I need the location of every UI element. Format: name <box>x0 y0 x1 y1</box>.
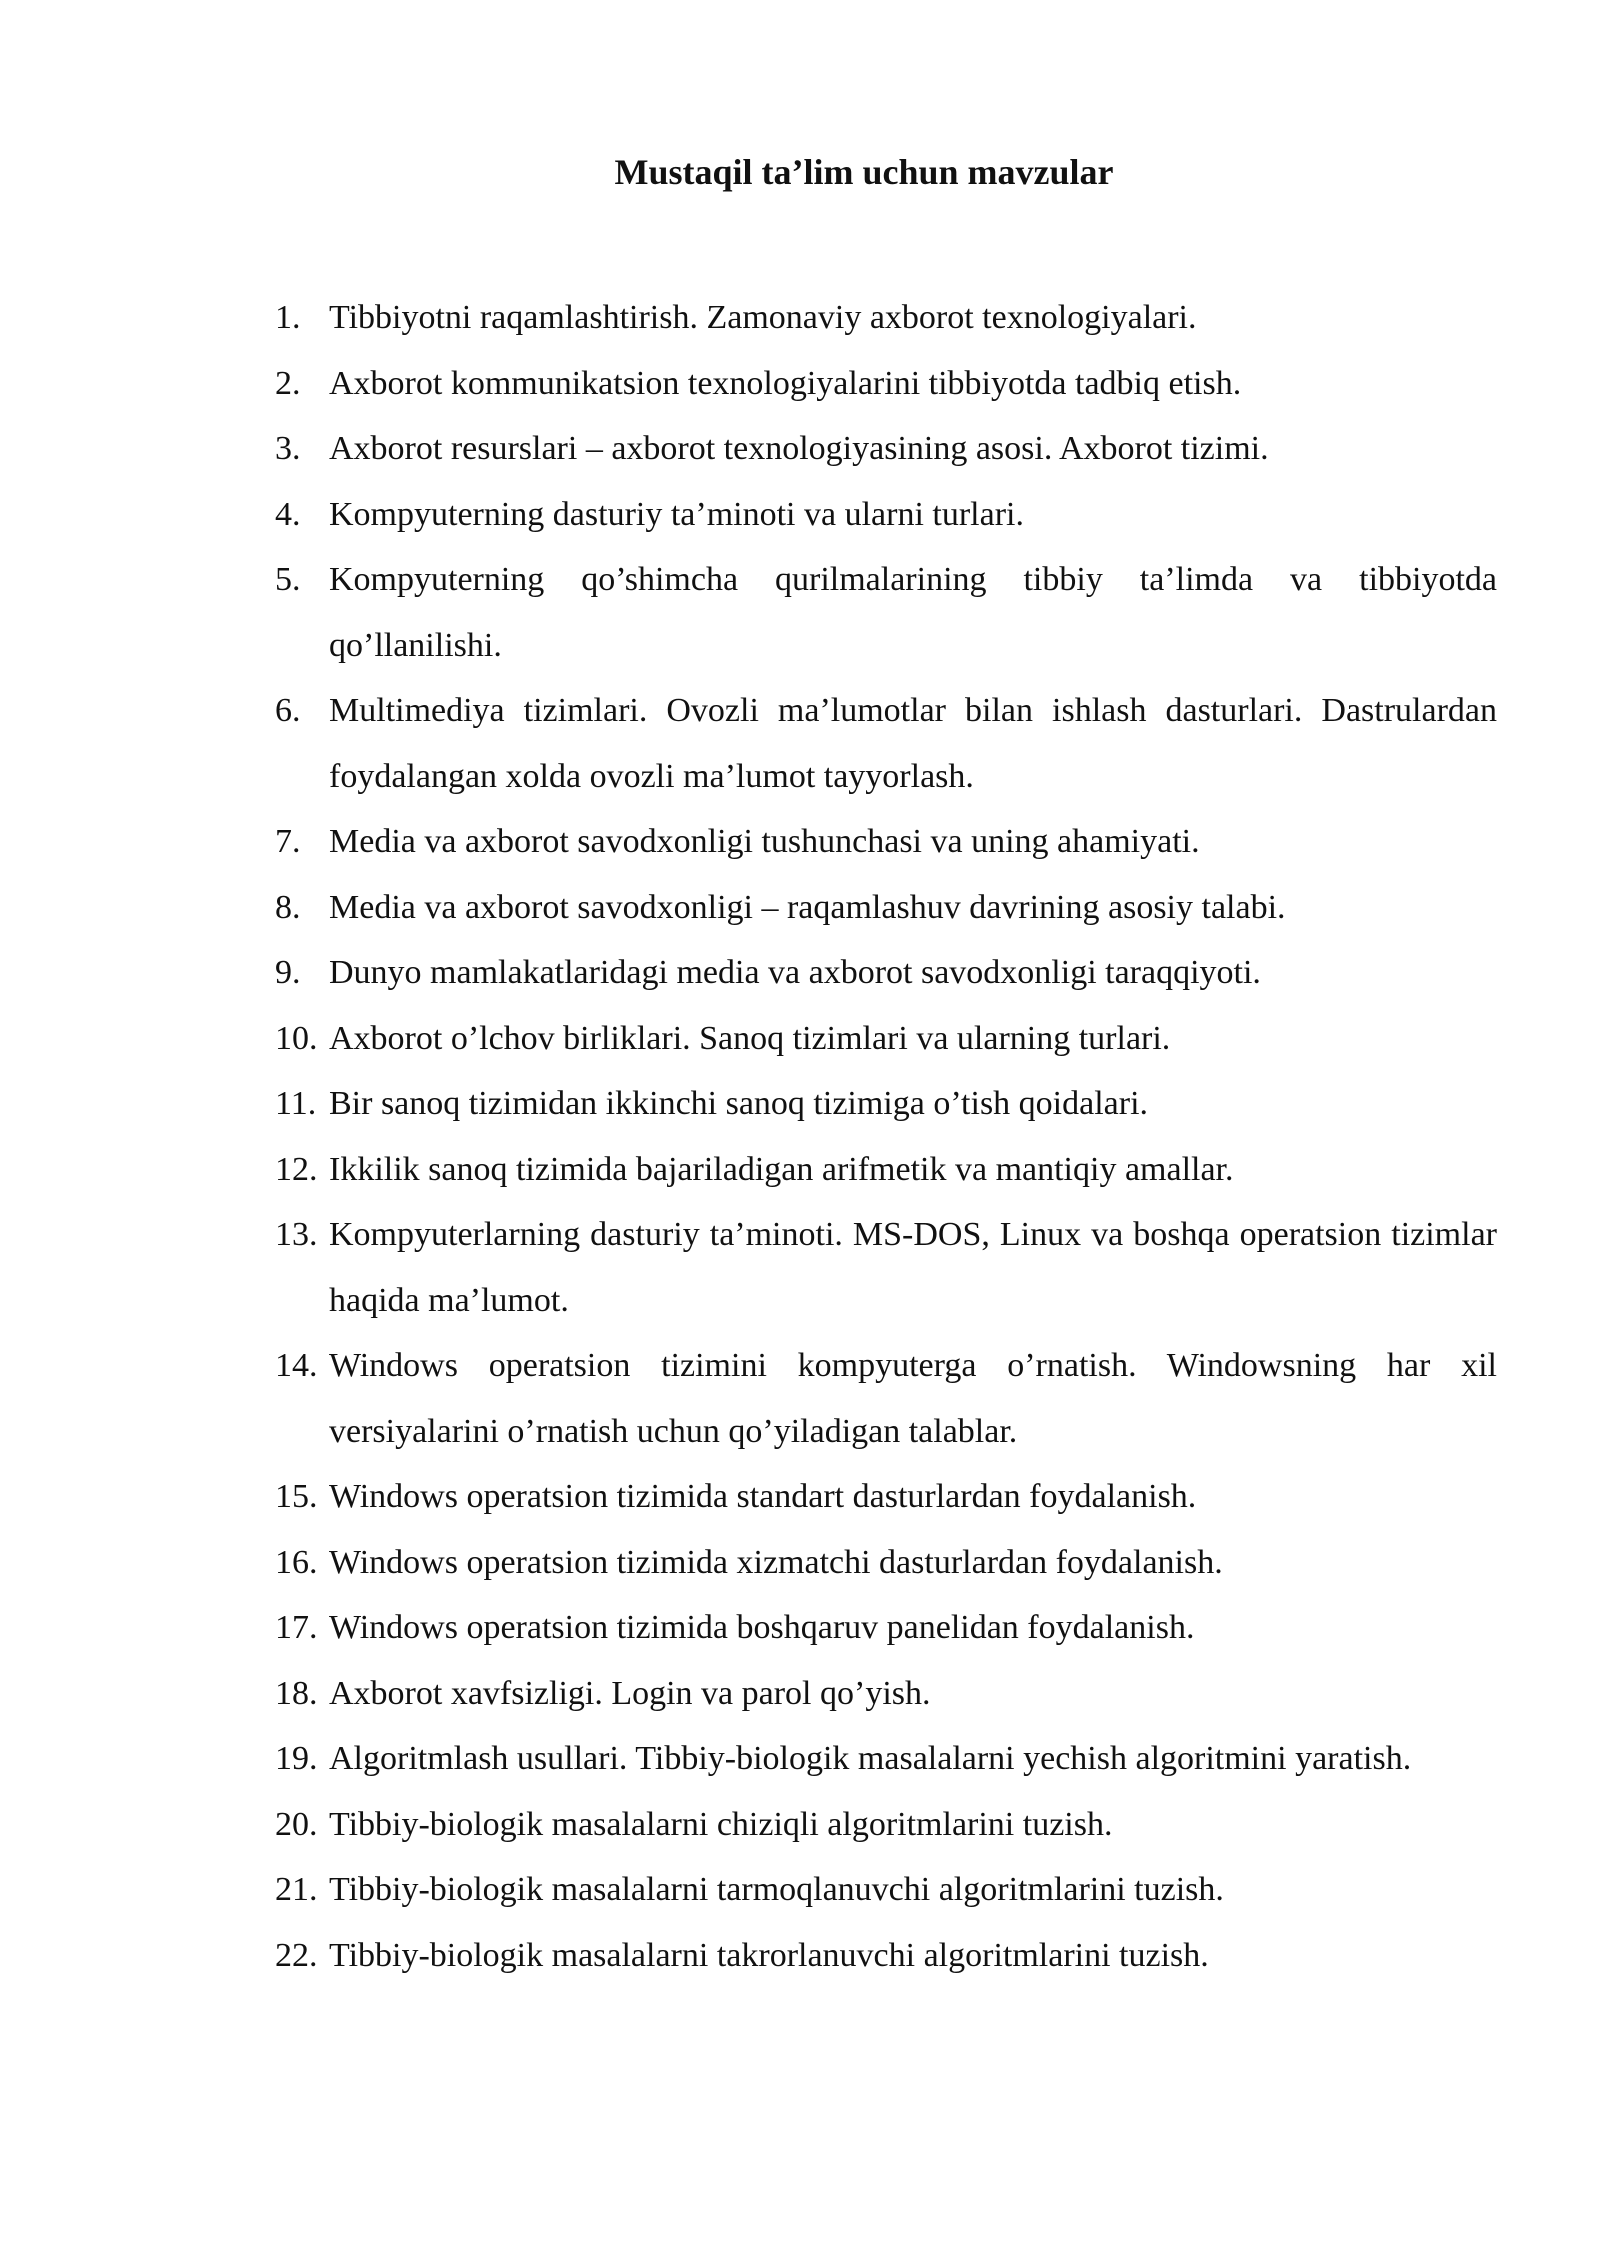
list-item <box>275 285 1497 351</box>
list-item-number: 6. <box>275 692 301 729</box>
list-item-text: Kompyuterning dasturiy ta’minoti va ularni turlari. <box>329 495 1024 533</box>
list-item <box>275 351 1497 417</box>
list-item-number: 16. <box>275 1543 318 1581</box>
list-item-text: Kompyuterlarning dasturiy ta’minoti. MS-DOS, Linux va boshqa operatsion tizimlar haqida ma’lumot. <box>329 1216 1497 1319</box>
list-item <box>275 1792 1497 1858</box>
list-item <box>275 1464 1497 1530</box>
list-item-text: Windows operatsion tizimini kompyuterga o’rnatish. Windowsning har xil versiyalarini o’rnatish uchun qo’yiladigan talablar. <box>329 1347 1497 1450</box>
list-item-number: 12. <box>275 1150 318 1188</box>
list-item-number: 18. <box>275 1674 318 1712</box>
list-item <box>275 1923 1497 1989</box>
list-item-text: Multimediya tizimlari. Ovozli ma’lumotlar bilan ishlash dasturlari. Dastrulardan foydalangan xolda ovozli ma’lumot tayyorlash. <box>329 692 1497 795</box>
list-item-text: Windows operatsion tizimida standart dasturlardan foydalanish. <box>329 1478 1197 1515</box>
list-item-number: 5. <box>275 561 301 598</box>
list-item <box>275 940 1497 1006</box>
list-item <box>275 1595 1497 1661</box>
list-item-number: 10. <box>275 1019 318 1057</box>
list-item-number: 22. <box>275 1936 318 1974</box>
list-item-number: 2. <box>275 364 301 402</box>
list-item <box>275 1071 1497 1137</box>
list-item-text: Axborot xavfsizligi. Login va parol qo’yish. <box>329 1674 931 1712</box>
list-item <box>275 1202 1497 1333</box>
list-item-number: 15. <box>275 1478 318 1515</box>
list-item-number: 3. <box>275 430 301 467</box>
list-item-number: 13. <box>275 1216 318 1253</box>
list-item <box>275 416 1497 482</box>
list-item <box>275 1530 1497 1596</box>
list-item-text: Windows operatsion tizimida boshqaruv panelidan foydalanish. <box>329 1609 1195 1646</box>
list-item <box>275 1857 1497 1923</box>
list-item-text: Axborot kommunikatsion texnologiyalarini tibbiyotda tadbiq etish. <box>329 364 1242 402</box>
list-item-text: Windows operatsion tizimida xizmatchi dasturlardan foydalanish. <box>329 1543 1223 1581</box>
list-item-number: 20. <box>275 1805 318 1843</box>
list-item-text: Media va axborot savodxonligi tushunchasi va uning ahamiyati. <box>329 823 1200 860</box>
list-item-text: Axborot o’lchov birliklari. Sanoq tizimlari va ularning turlari. <box>329 1019 1171 1057</box>
list-item-number: 4. <box>275 495 301 533</box>
list-item-text: Bir sanoq tizimidan ikkinchi sanoq tizimiga o’tish qoidalari. <box>329 1085 1149 1122</box>
list-item-text: Tibbiy-biologik masalalarni takrorlanuvchi algoritmlarini tuzish. <box>329 1936 1209 1974</box>
list-item <box>275 1726 1497 1792</box>
list-item-text: Axborot resurslari – axborot texnologiyasining asosi. Axborot tizimi. <box>329 430 1269 467</box>
list-item <box>275 1661 1497 1727</box>
list-item <box>275 482 1497 548</box>
list-item-number: 11. <box>275 1085 317 1122</box>
list-item-number: 7. <box>275 823 301 860</box>
list-item <box>275 678 1497 809</box>
list-item-number: 17. <box>275 1609 318 1646</box>
list-item-text: Tibbiy-biologik masalalarni chiziqli algoritmlarini tuzish. <box>329 1805 1113 1843</box>
list-item <box>275 1137 1497 1203</box>
list-item-text: Dunyo mamlakatlaridagi media va axborot savodxonligi taraqqiyoti. <box>329 954 1261 991</box>
list-item <box>275 547 1497 678</box>
list-item-number: 19. <box>275 1740 318 1777</box>
list-item-number: 8. <box>275 888 301 926</box>
list-item-text: Tibbiy-biologik masalalarni tarmoqlanuvchi algoritmlarini tuzish. <box>329 1871 1224 1908</box>
list-item <box>275 809 1497 875</box>
list-item-number: 14. <box>275 1347 318 1384</box>
list-item <box>275 1333 1497 1464</box>
list-item <box>275 875 1497 941</box>
list-item-text: Media va axborot savodxonligi – raqamlashuv davrining asosiy talabi. <box>329 888 1286 926</box>
list-item <box>275 1006 1497 1072</box>
list-item-text: Algoritmlash usullari. Tibbiy-biologik masalalarni yechish algoritmini yaratish. <box>329 1740 1412 1777</box>
list-item-text: Tibbiyotni raqamlashtirish. Zamonaviy axborot texnologiyalari. <box>329 299 1197 336</box>
list-item-text: Kompyuterning qo’shimcha qurilmalarining tibbiy ta’limda va tibbiyotda qo’llanilishi. <box>329 561 1497 664</box>
page-title: Mustaqil ta’lim uchun mavzular <box>614 152 1114 192</box>
list-item-text: Ikkilik sanoq tizimida bajariladigan arifmetik va mantiqiy amallar. <box>329 1150 1234 1188</box>
list-item-number: 21. <box>275 1871 318 1908</box>
list-item-number: 1. <box>275 299 301 336</box>
topic-list <box>275 285 1497 1988</box>
list-item-number: 9. <box>275 954 301 991</box>
